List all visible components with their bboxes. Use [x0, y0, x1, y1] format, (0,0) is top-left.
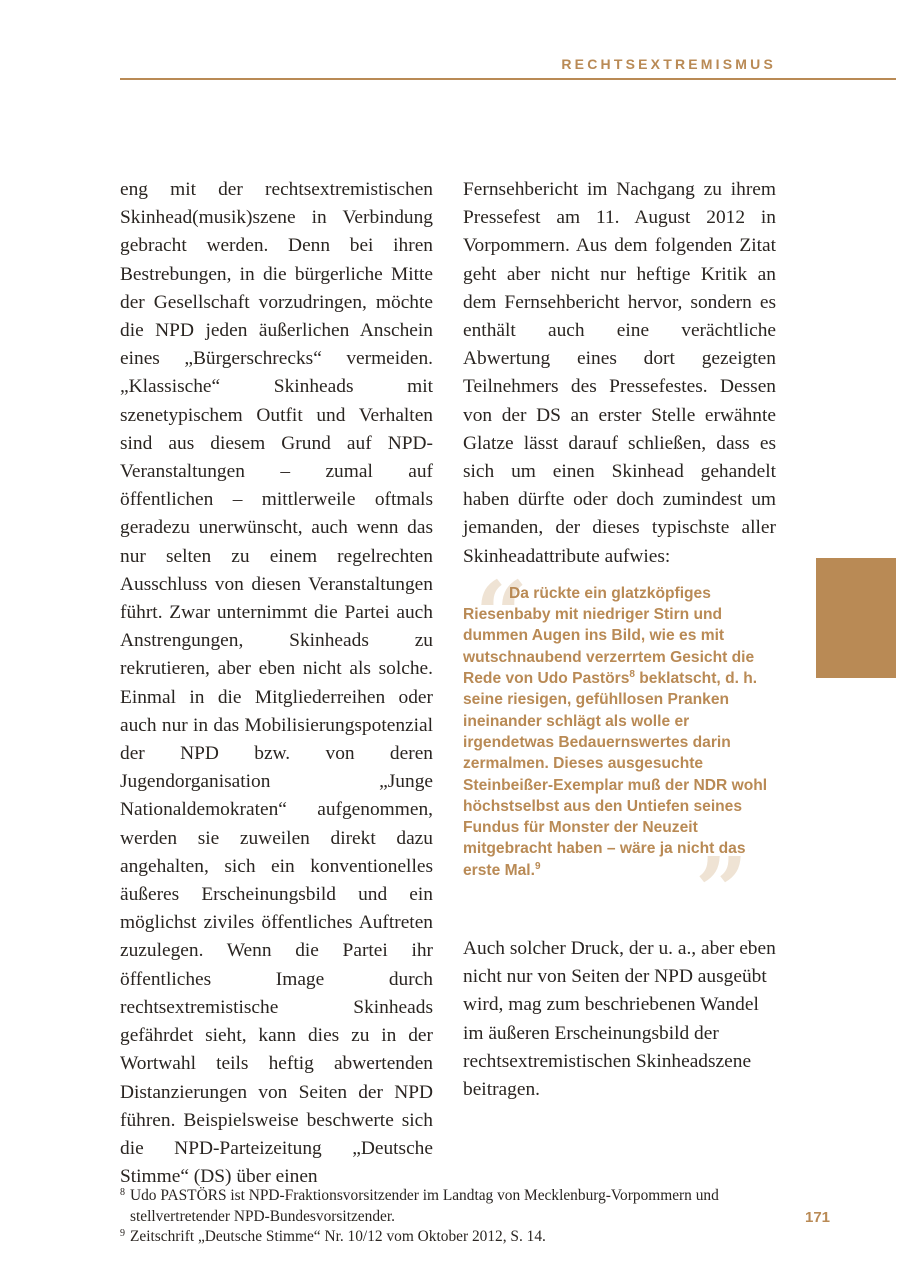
right-column [463, 176, 776, 1104]
page-number: 171 [805, 1209, 831, 1226]
block-quote [463, 560, 776, 945]
quote-text [463, 585, 767, 879]
body-paragraph: Auch solcher Druck, der u. a., aber eben nicht nur von Seiten der NPD ausgeübt wird, mag zum beschriebenen Wandel im äußeren Erscheinungsbild der rechtsextremistischen Skinheadszene beitragen. [463, 938, 776, 1101]
left-column [120, 176, 433, 1191]
header-rule [120, 78, 896, 80]
footnotes [120, 1186, 800, 1248]
chapter-tab [816, 558, 896, 678]
footnote-text: Zeitschrift „Deutsche Stimme“ Nr. 10/12 vom Oktober 2012, S. 14. [130, 1228, 546, 1245]
footnote [120, 1186, 800, 1227]
body-paragraph: eng mit der rechtsextremistischen Skinhead(musik)szene in Verbindung gebracht werden. Denn bei ihren Bestrebungen, in die bürgerliche Mitte der Gesellschaft vorzudringen, möchte die NPD jeden äußerlichen Anschein eines „Bürgerschrecks“ vermeiden. „Klassische“ Skinheads mit szenetypischem Outfit und Verhalten sind aus diesem Grund auf NPD-Veranstaltungen – zumal auf öffentlichen – mittlerweile oftmals geradezu unerwünscht, auch wenn das nur selten zu einem regelrechten Ausschluss von diesen Veranstaltungen führt. Zwar unternimmt die Partei auch Anstrengungen, Skinheads zu rekrutieren, aber eben nicht als solche. Einmal in die Mitgliederreihen oder auch nur in das Mobilisierungspotenzial der NPD bzw. von deren Jugendorganisation „Junge Nationaldemokraten“ aufgenommen, werden sie zuweilen direkt dazu angehalten, sich ein konventionelles äußeres Erscheinungsbild und ein möglichst ziviles öffentliches Auftreten zuzulegen. Wenn die Partei ihr öffentliches Image durch rechtsextremistische Skinheads gefährdet sieht, kann dies zu in der Wortwahl teils heftig abwertenden Distanzierungen von Seiten der NPD führen. Beispielsweise beschwerte sich die NPD-Parteizeitung „Deutsche Stimme“ (DS) über einen [120, 179, 433, 1188]
close-quote-icon: ” [695, 836, 748, 945]
quote-text-part1: Da rückte ein glatzköpfiges Riesenbaby mit niedriger Stirn und dummen Augen ins Bild, wie es mit wutschnaubend verzerrtem Gesicht die Rede von Udo Pastörs [463, 584, 755, 688]
footnote-number: 8 [120, 1187, 125, 1198]
quote-text-part2: beklatscht, d. h. seine riesigen, gefühllosen Pranken ineinander schlägt als wolle er irgendetwas Bedauernswertes darin zermalmen. Dieses ausgesuchte Steinbeißer-Exemplar muß der NDR wohl höchstselbst aus den Untiefen seines Fundus für Monster der Neuzeit mitgebracht haben – wäre ja nicht das erste Mal. [463, 670, 768, 879]
running-head: RECHTSEXTREMISMUS [561, 56, 776, 72]
footnote-ref-8: 8 [629, 668, 635, 680]
footnote-ref-9: 9 [534, 860, 541, 872]
footnote [120, 1227, 800, 1248]
footnote-text: Udo PASTÖRS ist NPD-Fraktionsvorsitzender im Landtag von Mecklenburg-Vorpommern und stellvertretender NPD-Bundesvorsitzender. [130, 1187, 719, 1225]
footnote-number: 9 [120, 1228, 125, 1239]
open-quote-icon: “ [475, 560, 528, 669]
body-paragraph: Fernsehbericht im Nachgang zu ihrem Pressefest am 11. August 2012 in Vorpommern. Aus dem folgenden Zitat geht aber nicht nur heftige Kritik an dem Fernsehbericht hervor, sondern es enthält auch eine verächtliche Abwertung eines dort gezeigten Teilnehmers des Pressefestes. Dessen von der DS an erster Stelle erwähnte Glatze lässt darauf schließen, dass es sich um einen Skinhead gehandelt haben dürfte oder doch zumindest um jemanden, der dieses typischste aller Skinheadattribute aufwies: [463, 179, 776, 567]
